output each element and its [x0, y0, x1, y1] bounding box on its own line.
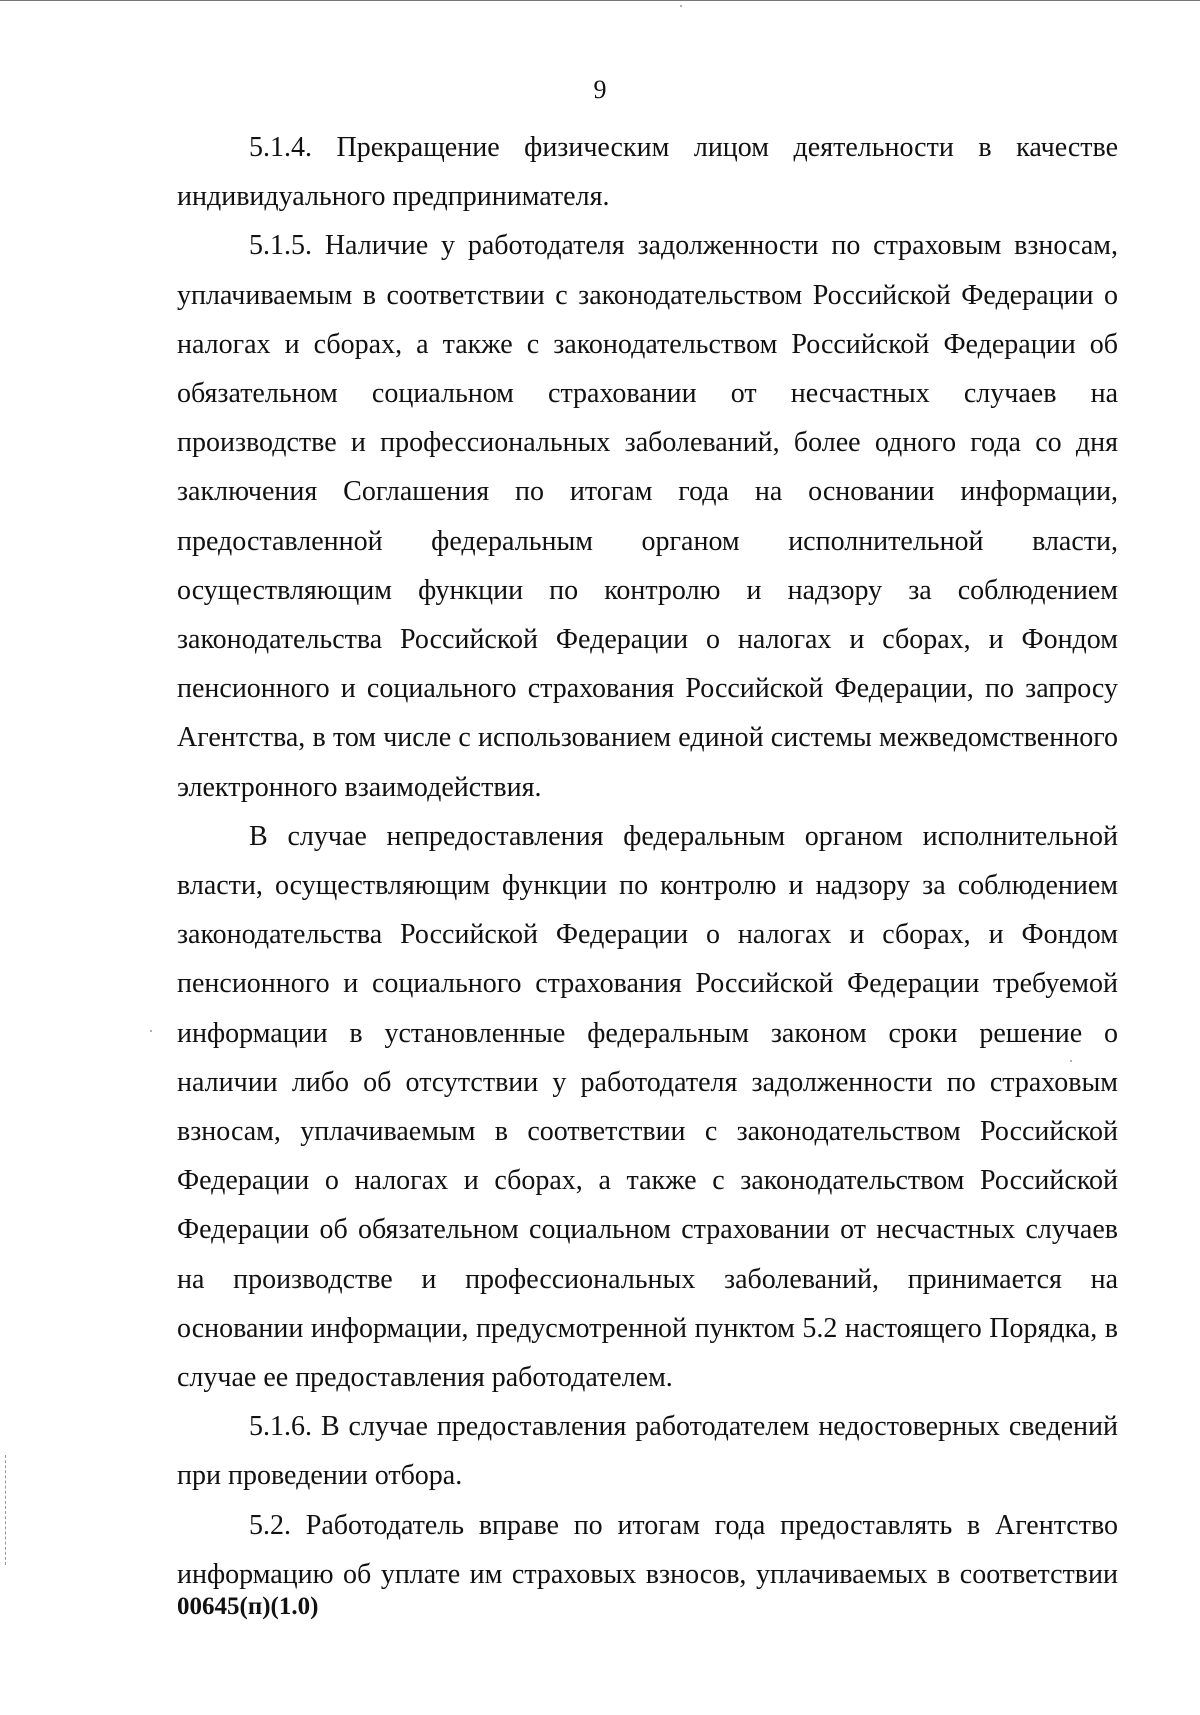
scan-speck — [1070, 1060, 1072, 1062]
paragraph-5-1-5: 5.1.5. Наличие у работодателя задолженности по страховым взносам, уплачиваемым в соответствии с законодательством Российской Федерации о налогах и сборах, а также с законодательством Российской Федерации об обязательном социальном страховании от несчастных случаев на производстве и профессиональных заболеваний, более одного года со дня заключения Соглашения по итогам года на основании информации, предоставленной федеральным органом исполнительной власти, осуществляющим функции по контролю и надзору за соблюдением законодательства Российской Федерации о налогах и сборах, и Фондом пенсионного и социального страхования Российской Федерации, по запросу Агентства, в том числе с использованием единой системы межведомственного электронного взаимодействия. — [177, 230, 1118, 803]
page-number: 9 — [593, 75, 607, 104]
scan-edge-mark — [5, 1455, 6, 1565]
paragraph-nonprovision-case: В случае непредоставления федеральным органом исполнительной власти, осуществляющим функции по контролю и надзору за соблюдением законодательства Российской Федерации о налогах и сборах, и Фондом пенсионного и социального страхования Российской Федерации требуемой информации в установленные федеральным законом сроки решение о наличии либо об отсутствии у работодателя задолженности по страховым взносам, уплачиваемым в соответствии с законодательством Российской Федерации о налогах и сборах, а также с законодательством Российской Федерации об обязательном социальном страховании от несчастных случаев на производстве и профессиональных заболеваний, принимается на основании информации, предусмотренной пунктом 5.2 настоящего Порядка, в случае ее предоставления работодателем. — [177, 820, 1118, 1394]
paragraph-5-1-6: 5.1.6. В случае предоставления работодателем недостоверных сведений при проведении отбора. — [177, 1411, 1118, 1492]
document-code: 00645(п)(1.0) — [177, 1593, 319, 1620]
document-body — [177, 123, 1118, 1599]
scan-speck — [680, 5, 682, 7]
page-top-edge — [0, 0, 1200, 1]
paragraph-5-1-4: 5.1.4. Прекращение физическим лицом деятельности в качестве индивидуального предпринимателя. — [177, 132, 1118, 213]
paragraph-5-2: 5.2. Работодатель вправе по итогам года предоставлять в Агентство информацию об уплате им страховых взносов, уплачиваемых в соответствии — [177, 1509, 1118, 1590]
scan-speck — [150, 1030, 152, 1032]
